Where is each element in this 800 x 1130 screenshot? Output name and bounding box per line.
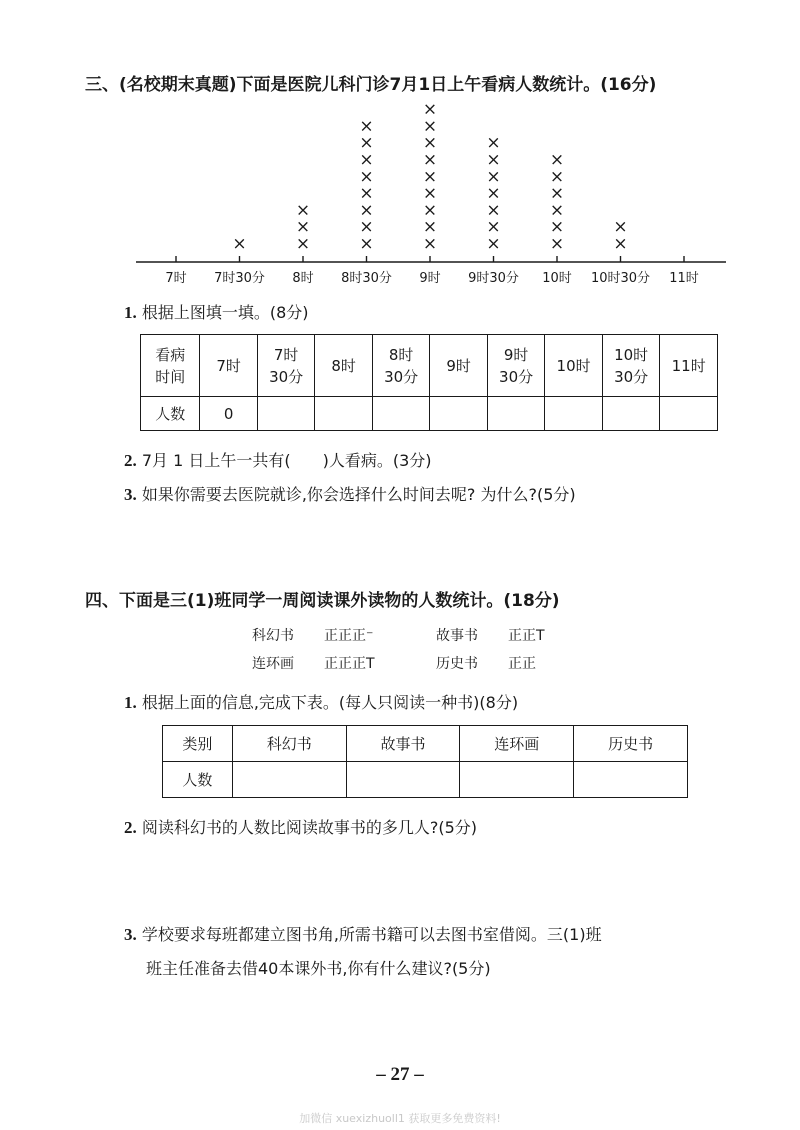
time-header-cell xyxy=(200,335,257,397)
tally-category: 连环画 xyxy=(252,656,294,672)
patient-x-mark: × xyxy=(359,150,374,170)
tally-marks: 正正 xyxy=(508,656,536,672)
time-header-line: 30分 xyxy=(269,367,304,386)
axis-tick-label: 10时 xyxy=(542,271,572,286)
time-header-line: 30分 xyxy=(499,367,534,386)
patient-x-mark: × xyxy=(486,217,501,238)
patient-x-mark: × xyxy=(359,234,374,254)
time-header-line: 9时 xyxy=(503,345,529,364)
reader-count-answer-cell[interactable] xyxy=(346,762,460,798)
line-plot-chart xyxy=(130,100,730,290)
time-header-line: 11时 xyxy=(671,356,706,375)
reader-count-answer-cell[interactable] xyxy=(574,762,688,798)
time-header-line: 10时 xyxy=(556,356,591,375)
patient-x-mark: × xyxy=(359,200,374,221)
line-plot-marks xyxy=(232,100,627,254)
tally-category: 历史书 xyxy=(436,656,478,672)
tally-row-2 xyxy=(252,653,536,673)
patient-x-mark: × xyxy=(359,116,374,137)
section-4-question-2: 2. 阅读科幻书的人数比阅读故事书的多几人?(5分) xyxy=(124,818,478,837)
section-3-title: 三、(名校期末真题)下面是医院儿科门诊7月1日上午看病人数统计。(16分) xyxy=(85,75,657,95)
tally-category: 科幻书 xyxy=(252,628,294,644)
count-answer-cell[interactable] xyxy=(315,397,372,431)
count-answer-cell[interactable] xyxy=(430,397,487,431)
axis-tick-label: 8时 xyxy=(292,271,314,286)
patient-x-mark: × xyxy=(422,150,438,170)
line-plot-tick-labels xyxy=(165,271,698,286)
patient-x-mark: × xyxy=(549,183,565,204)
count-answer-cell[interactable] xyxy=(545,397,603,431)
patient-x-mark: × xyxy=(549,234,565,254)
patient-x-mark: × xyxy=(422,100,438,120)
time-header-line: 8时 xyxy=(331,356,356,375)
patient-x-mark: × xyxy=(549,166,565,187)
section-4-question-3-line-2: 班主任准备去借40本课外书,你有什么建议?(5分) xyxy=(146,959,491,978)
section-3-question-2: 2. 7月 1 日上午一共有( )人看病。(3分) xyxy=(124,451,432,470)
time-header-cell xyxy=(257,335,315,397)
section-3-question-3: 3. 如果你需要去医院就诊,你会选择什么时间去呢? 为什么?(5分) xyxy=(124,485,576,504)
time-header-line: 30分 xyxy=(384,367,419,386)
patient-x-mark: × xyxy=(549,200,565,221)
patient-x-mark: × xyxy=(295,200,311,221)
axis-tick-label: 10时30分 xyxy=(590,271,651,286)
axis-tick-label: 9时30分 xyxy=(468,271,519,286)
patient-x-mark: × xyxy=(359,217,374,238)
patient-x-mark: × xyxy=(486,150,501,170)
patient-x-mark: × xyxy=(422,200,438,221)
patient-x-mark: × xyxy=(359,133,374,154)
reader-count-answer-cell[interactable] xyxy=(232,762,346,798)
book-type-header-cell: 科幻书 xyxy=(232,726,346,762)
patient-x-mark: × xyxy=(422,133,438,154)
patient-x-mark: × xyxy=(486,234,501,254)
patient-x-mark: × xyxy=(549,217,565,238)
row-label-cell: 人数 xyxy=(163,762,233,798)
time-header-line: 7时 xyxy=(273,345,299,364)
book-type-header-cell: 连环画 xyxy=(460,726,574,762)
category-label-cell: 类别 xyxy=(163,726,233,762)
count-answer-cell[interactable] xyxy=(257,397,315,431)
header-label-line-2: 时间 xyxy=(155,367,186,386)
section-4-question-1: 1. 根据上面的信息,完成下表。(每人只阅读一种书)(8分) xyxy=(124,693,519,712)
count-answer-cell[interactable] xyxy=(602,397,660,431)
patient-x-mark: × xyxy=(486,200,501,221)
section-3-table xyxy=(140,334,718,431)
patient-x-mark: × xyxy=(613,217,628,238)
header-label-cell xyxy=(141,335,200,397)
patient-x-mark: × xyxy=(232,234,247,254)
time-header-line: 7时 xyxy=(216,356,241,375)
count-answer-cell[interactable]: 0 xyxy=(200,397,257,431)
patient-x-mark: × xyxy=(295,234,311,254)
book-type-header-cell: 历史书 xyxy=(574,726,688,762)
patient-x-mark: × xyxy=(295,217,311,238)
tally-marks: 正正正⁻ xyxy=(324,628,374,644)
time-header-cell xyxy=(487,335,545,397)
tally-category: 故事书 xyxy=(436,628,478,644)
footer-note: 加微信 xuexizhuoll1 获取更多免费资料! xyxy=(299,1112,501,1125)
axis-tick-label: 8时30分 xyxy=(341,271,392,286)
patient-x-mark: × xyxy=(359,166,374,187)
patient-x-mark: × xyxy=(486,183,501,204)
patient-x-mark: × xyxy=(422,183,438,204)
tally-marks: 正正T xyxy=(508,628,545,644)
section-3-question-1: 1. 根据上图填一填。(8分) xyxy=(124,303,309,322)
tally-marks: 正正正T xyxy=(324,656,375,672)
time-header-line: 8时 xyxy=(388,345,414,364)
patient-x-mark: × xyxy=(549,150,565,170)
patient-x-mark: × xyxy=(359,183,374,204)
patient-x-mark: × xyxy=(422,234,438,254)
section-4-question-3: 3. 学校要求每班都建立图书角,所需书籍可以去图书室借阅。三(1)班 xyxy=(124,925,602,944)
row-label-cell: 人数 xyxy=(141,397,200,431)
line-plot-ticks xyxy=(176,256,684,262)
tally-row-1 xyxy=(252,625,545,645)
time-header-cell xyxy=(602,335,660,397)
time-header-cell xyxy=(660,335,718,397)
count-answer-cell[interactable] xyxy=(660,397,718,431)
time-header-line: 9时 xyxy=(446,356,471,375)
count-answer-cell[interactable] xyxy=(487,397,545,431)
axis-tick-label: 7时 xyxy=(165,271,187,286)
patient-x-mark: × xyxy=(486,133,501,154)
patient-x-mark: × xyxy=(422,166,438,187)
header-label-line-1: 看病 xyxy=(155,345,186,364)
time-header-line: 10时 xyxy=(614,345,649,364)
axis-tick-label: 9时 xyxy=(419,271,441,286)
time-header-cell xyxy=(430,335,487,397)
page-number: – 27 – xyxy=(376,1064,424,1085)
count-answer-cell[interactable] xyxy=(372,397,430,431)
patient-x-mark: × xyxy=(422,217,438,238)
time-header-line: 30分 xyxy=(614,367,649,386)
time-header-cell xyxy=(545,335,603,397)
book-type-header-cell: 故事书 xyxy=(346,726,460,762)
section-4-table xyxy=(162,725,688,798)
axis-tick-label: 11时 xyxy=(669,271,699,286)
patient-x-mark: × xyxy=(613,234,628,254)
time-header-cell xyxy=(315,335,372,397)
axis-tick-label: 7时30分 xyxy=(214,271,265,286)
section-4-title: 四、下面是三(1)班同学一周阅读课外读物的人数统计。(18分) xyxy=(85,591,560,611)
patient-x-mark: × xyxy=(486,166,501,187)
reader-count-answer-cell[interactable] xyxy=(460,762,574,798)
patient-x-mark: × xyxy=(422,116,438,137)
time-header-cell xyxy=(372,335,430,397)
